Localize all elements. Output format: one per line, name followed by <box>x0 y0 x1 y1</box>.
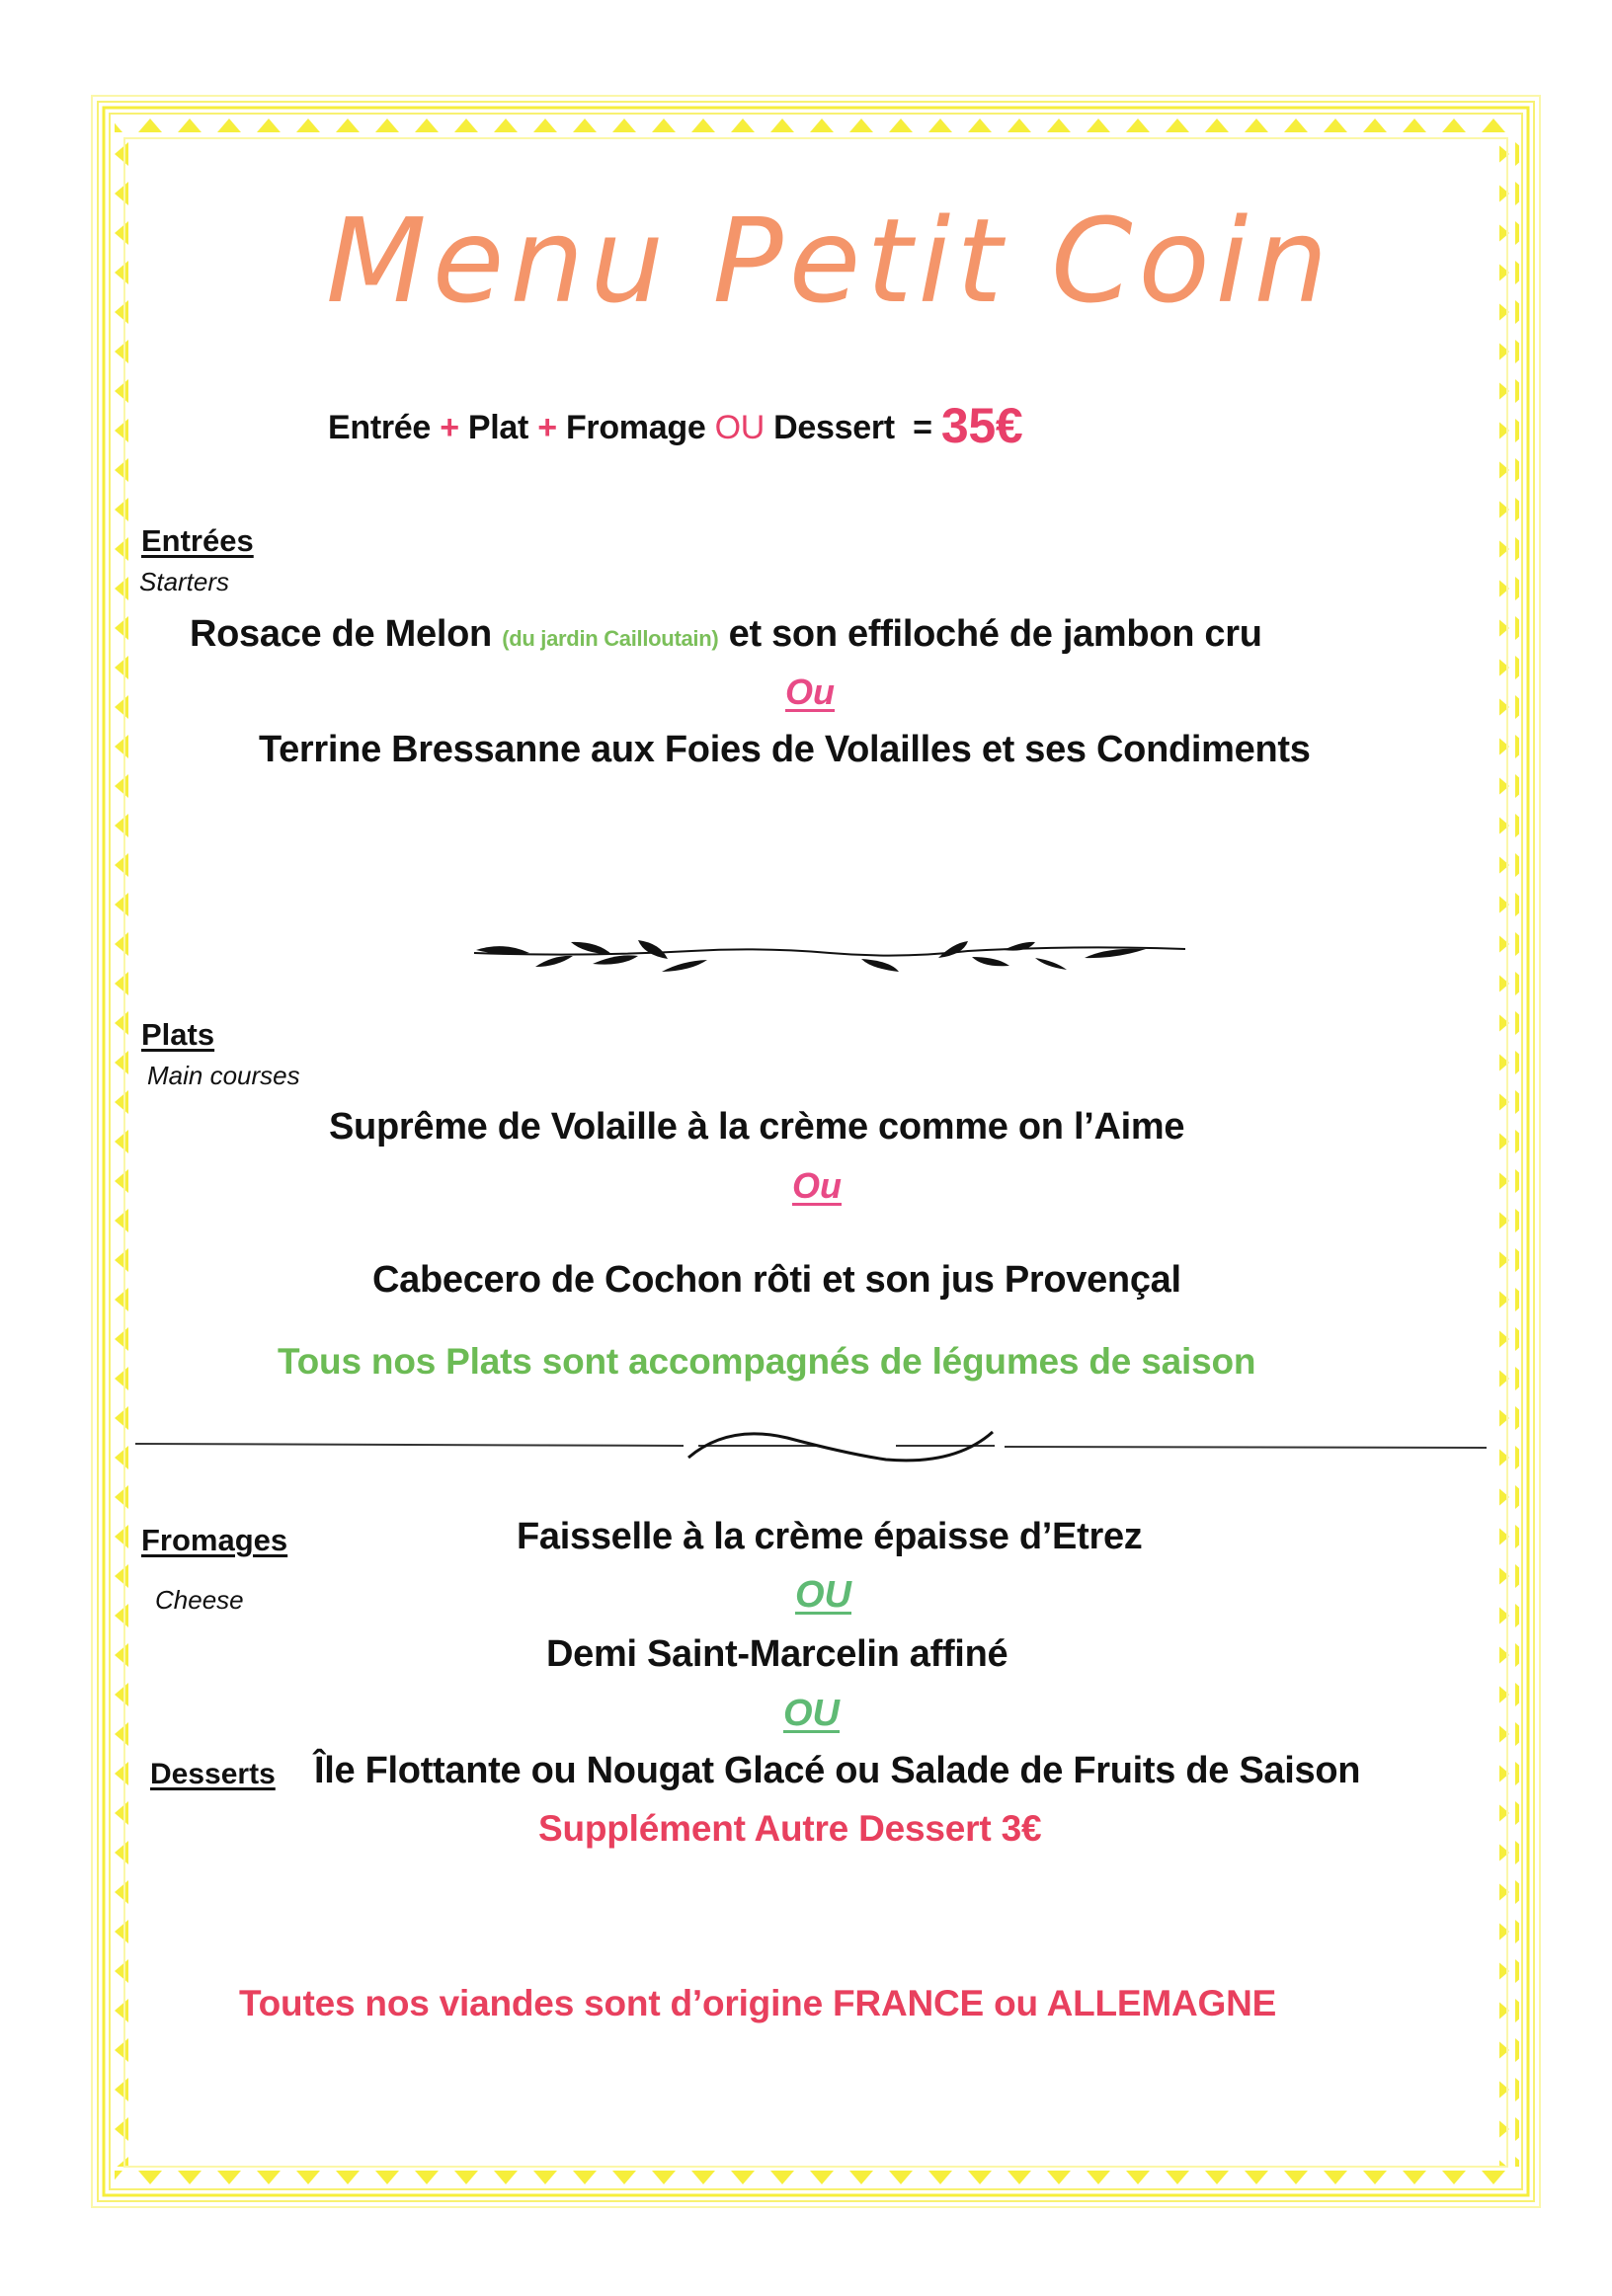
meat-origin-note: Toutes nos viandes sont d’origine FRANCE ou ALLEMAGNE <box>239 1983 1277 2023</box>
formula-plat: Plat <box>467 409 529 446</box>
formula-price-line <box>328 393 1023 453</box>
entree-dish-1 <box>190 613 1262 656</box>
or-separator: Ou <box>785 672 835 712</box>
section-label-fromages: Fromages <box>141 1523 288 1557</box>
swash-line-divider-icon <box>135 1422 1489 1471</box>
dessert-supplement-note: Supplément Autre Dessert 3€ <box>538 1808 1042 1849</box>
plus-sign: + <box>537 409 557 446</box>
formula-entree: Entrée <box>328 409 432 446</box>
section-label-plats: Plats <box>141 1017 215 1052</box>
dish-description: et son effiloché de jambon cru <box>728 613 1262 655</box>
formula-dessert: Dessert <box>773 409 895 446</box>
section-sublabel-starters: Starters <box>139 567 230 596</box>
formula-fromage: Fromage <box>565 409 706 446</box>
dish-origin-note: (du jardin Cailloutain) <box>502 626 719 651</box>
entree-dish-2: Terrine Bressanne aux Foies de Volailles et ses Condiments <box>259 729 1311 770</box>
dish-name: Rosace de Melon <box>190 613 492 655</box>
formula-or: OU <box>714 409 765 446</box>
plat-dish-1: Suprême de Volaille à la crème comme on l’Aime <box>329 1106 1185 1148</box>
section-sublabel-main-courses: Main courses <box>147 1061 300 1090</box>
side-vegetables-note: Tous nos Plats sont accompagnés de légumes de saison <box>278 1341 1256 1382</box>
or-separator: OU <box>795 1574 851 1616</box>
formula-price: 35€ <box>940 398 1023 453</box>
formula-equals: = <box>913 409 932 446</box>
plat-dish-2: Cabecero de Cochon rôti et son jus Provençal <box>372 1259 1181 1301</box>
section-label-entrees: Entrées <box>141 523 254 558</box>
or-separator: OU <box>783 1693 840 1734</box>
plus-sign: + <box>440 409 459 446</box>
fromage-dish-1: Faisselle à la crème épaisse d’Etrez <box>517 1516 1143 1557</box>
section-label-desserts: Desserts <box>150 1758 276 1790</box>
or-separator: Ou <box>792 1165 842 1206</box>
fromage-dish-2: Demi Saint-Marcelin affiné <box>546 1633 1008 1675</box>
leaf-vine-divider-icon <box>464 923 1195 983</box>
dessert-items: Île Flottante ou Nougat Glacé ou Salade de Fruits de Saison <box>314 1750 1361 1791</box>
section-sublabel-cheese: Cheese <box>155 1585 244 1615</box>
menu-title: Menu Petit Coin <box>326 193 1334 329</box>
